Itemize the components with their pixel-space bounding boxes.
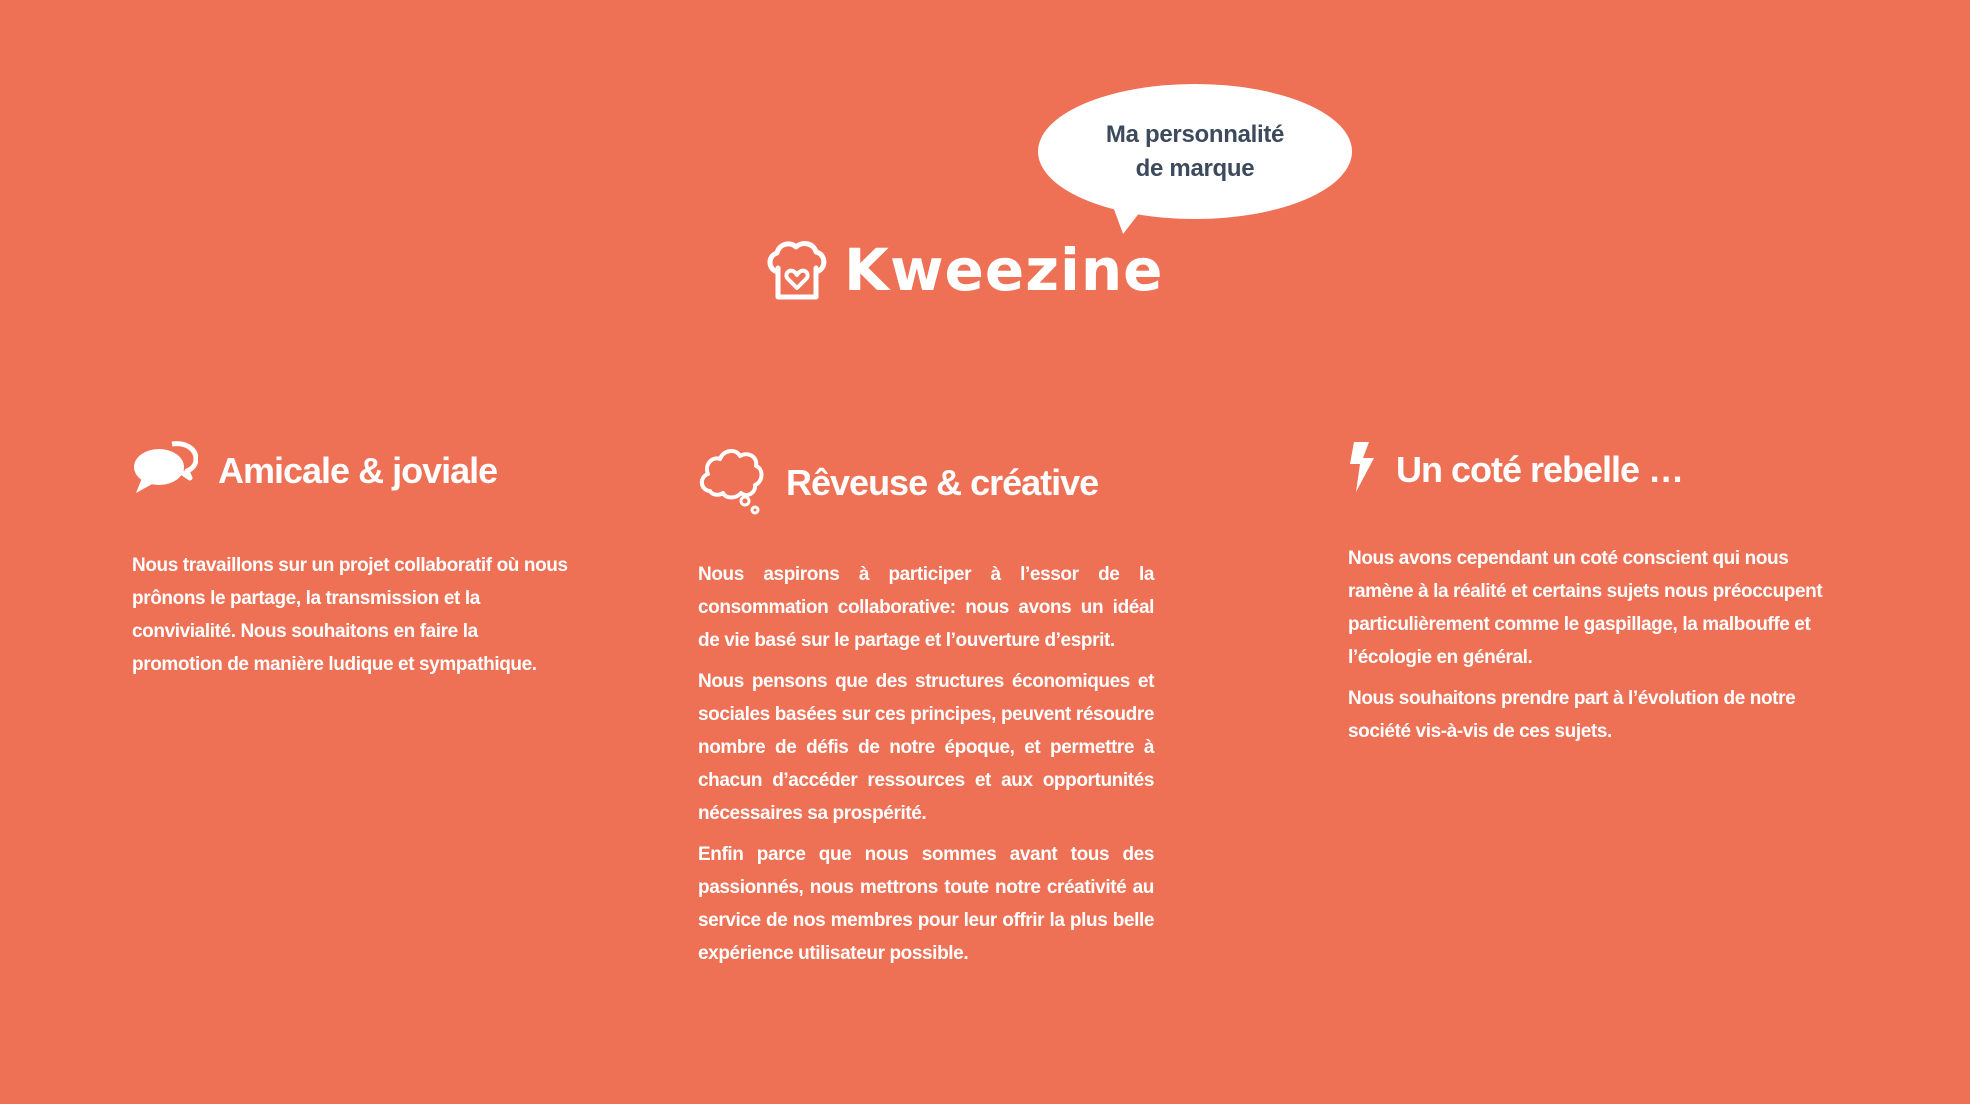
column-amicale bbox=[132, 440, 572, 689]
column-body bbox=[132, 549, 572, 681]
column-reveuse bbox=[698, 445, 1154, 978]
bubble-line-2: de marque bbox=[1135, 155, 1255, 182]
paragraph: Nous travaillons sur un projet collaboratif où nous prônons le partage, la transmission et la convivialité. Nous souhaitons en faire la promotion de manière ludique et sympathique. bbox=[132, 555, 568, 675]
column-title: Amicale & joviale bbox=[218, 449, 498, 491]
column-rebelle bbox=[1348, 440, 1828, 756]
column-header bbox=[698, 445, 1154, 520]
kweezine-logo bbox=[764, 236, 1163, 304]
column-title: Un coté rebelle … bbox=[1396, 448, 1684, 490]
paragraph: Nous pensons que des structures économiques et sociales basées sur ces principes, peuvent résoudre nombre de défis de notre époque, et permettre à chacun d’accéder ressources et aux opportunités nécessaires sa prospérité. bbox=[698, 671, 1154, 824]
column-body bbox=[698, 558, 1154, 970]
lightning-bolt-icon bbox=[1348, 440, 1376, 499]
speech-bubbles-icon bbox=[132, 440, 198, 501]
column-header bbox=[1348, 440, 1828, 499]
bubble-line-1: Ma personnalité bbox=[1105, 121, 1285, 148]
brand-name: Kweezine bbox=[844, 236, 1164, 304]
paragraph: Nous souhaitons prendre part à l’évolution de notre société vis-à-vis de ces sujets. bbox=[1348, 688, 1796, 742]
column-header bbox=[132, 440, 572, 501]
speech-bubble-tail bbox=[1107, 190, 1163, 234]
column-body bbox=[1348, 542, 1828, 748]
paragraph: Nous avons cependant un coté conscient qui nous ramène à la réalité et certains sujets nous préoccupent particulièrement comme le gaspillage, la malbouffe et l’écologie en général. bbox=[1348, 548, 1823, 668]
paragraph: Enfin parce que nous sommes avant tous des passionnés, nous mettrons toute notre créativité au service de nos membres pour leur offrir la plus belle expérience utilisateur possible. bbox=[698, 844, 1154, 964]
bubble-caption bbox=[1038, 118, 1352, 186]
chef-hat-heart-icon bbox=[764, 238, 830, 302]
thought-cloud-icon bbox=[698, 445, 766, 520]
paragraph: Nous aspirons à participer à l’essor de la consommation collaborative: nous avons un idéal de vie basé sur le partage et l’ouverture d’esprit. bbox=[698, 564, 1154, 651]
column-title: Rêveuse & créative bbox=[786, 461, 1099, 503]
